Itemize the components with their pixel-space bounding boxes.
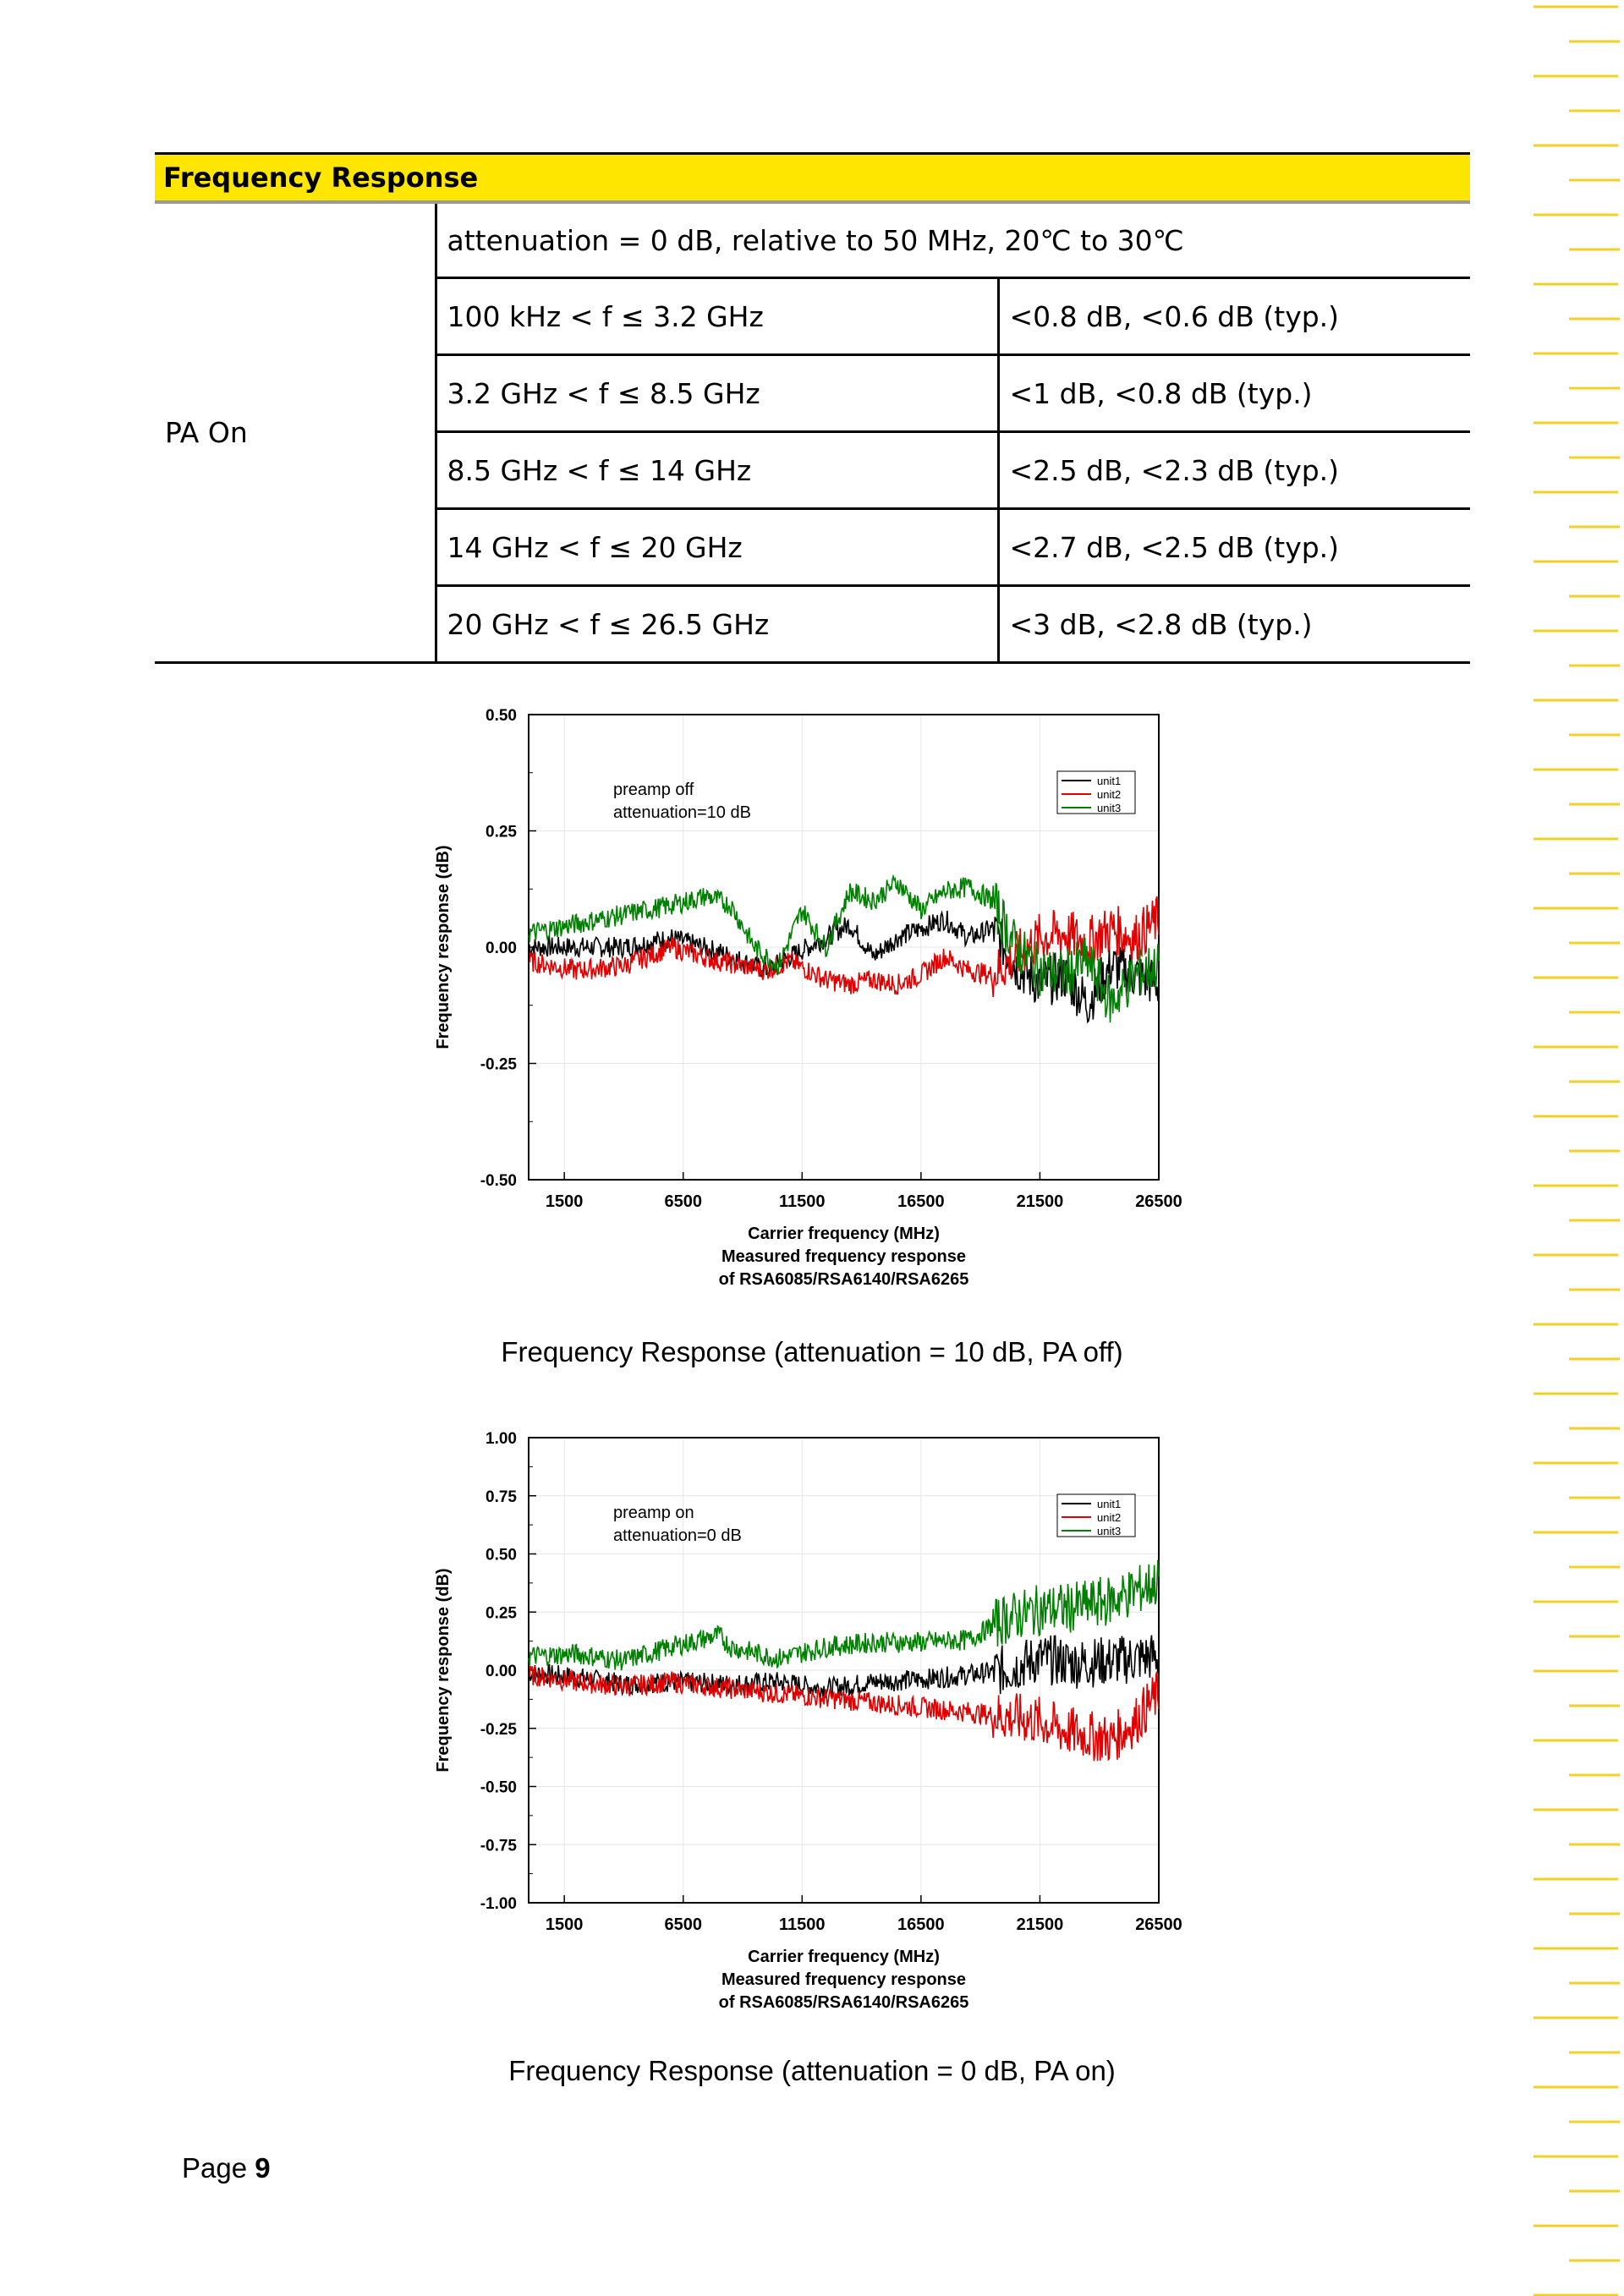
y-tick-label: -0.75 (480, 1837, 517, 1855)
x-tick-label: 11500 (779, 1192, 826, 1211)
legend-label: unit2 (1097, 1511, 1122, 1524)
x-tick-label: 26500 (1135, 1915, 1182, 1934)
spec-value-cell: <3 dB, <2.8 dB (typ.) (998, 586, 1470, 663)
y-tick-label: 0.00 (486, 1663, 517, 1680)
chart-caption: Frequency Response (attenuation = 0 dB, PA on) (508, 2055, 1116, 2086)
test-condition: attenuation = 0 dB, relative to 50 MHz, 20℃ to 30℃ (436, 202, 1470, 278)
x-tick-label: 16500 (897, 1192, 945, 1211)
chart-annotation: preamp on (613, 1504, 694, 1522)
frequency-range-cell: 3.2 GHz < f ≤ 8.5 GHz (436, 355, 998, 432)
spec-value-cell: <2.7 dB, <2.5 dB (typ.) (998, 509, 1470, 586)
frequency-response-table (155, 152, 1470, 664)
frequency-range-cell: 8.5 GHz < f ≤ 14 GHz (436, 432, 998, 509)
y-tick-label: 0.00 (486, 940, 517, 957)
decorative-stripe (1527, 0, 1624, 2296)
chart-subtitle: of RSA6085/RSA6140/RSA6265 (718, 1993, 969, 2012)
legend-label: unit3 (1097, 802, 1122, 814)
y-tick-label: -0.25 (480, 1720, 517, 1739)
legend-label: unit1 (1097, 1498, 1122, 1510)
y-tick-label: 0.25 (486, 823, 517, 841)
spec-value-cell: <2.5 dB, <2.3 dB (typ.) (998, 432, 1470, 509)
chart-caption: Frequency Response (attenuation = 10 dB, PA off) (501, 1336, 1123, 1367)
chart-svg (423, 693, 1210, 1302)
y-axis-label: Frequency response (dB) (434, 1568, 453, 1773)
x-tick-label: 21500 (1016, 1915, 1064, 1934)
chart-subtitle: Measured frequency response (721, 1247, 966, 1266)
spec-value-cell: <0.8 dB, <0.6 dB (typ.) (998, 278, 1470, 355)
frequency-range-cell: 14 GHz < f ≤ 20 GHz (436, 509, 998, 586)
x-tick-label: 26500 (1135, 1192, 1182, 1211)
chart-annotation: preamp off (613, 781, 694, 799)
frequency-response-chart-pa-on (423, 1417, 1210, 2025)
page-label: Page (182, 2152, 248, 2184)
chart-annotation: attenuation=10 dB (613, 803, 751, 822)
x-axis-label: Carrier frequency (MHz) (748, 1948, 940, 1966)
y-axis-label: Frequency response (dB) (434, 845, 453, 1049)
chart-subtitle: Measured frequency response (721, 1970, 966, 1989)
x-tick-label: 21500 (1016, 1192, 1064, 1211)
y-tick-label: 0.50 (486, 707, 517, 725)
legend-label: unit1 (1097, 775, 1122, 787)
x-tick-label: 1500 (545, 1915, 584, 1934)
y-tick-label: 0.25 (486, 1604, 517, 1623)
x-tick-label: 6500 (664, 1915, 702, 1934)
chart-annotation: attenuation=0 dB (613, 1526, 742, 1545)
mode-label: PA On (155, 202, 436, 663)
x-tick-label: 11500 (779, 1915, 826, 1934)
y-tick-label: 0.75 (486, 1488, 517, 1506)
y-tick-label: 1.00 (486, 1430, 517, 1448)
chart-subtitle: of RSA6085/RSA6140/RSA6265 (718, 1270, 969, 1289)
frequency-range-cell: 20 GHz < f ≤ 26.5 GHz (436, 586, 998, 663)
y-tick-label: -0.25 (480, 1055, 517, 1074)
y-tick-label: -0.50 (480, 1778, 517, 1797)
x-tick-label: 16500 (897, 1915, 945, 1934)
series-line-unit3 (529, 1560, 1159, 1671)
y-tick-label: -1.00 (480, 1895, 517, 1913)
legend-label: unit2 (1097, 788, 1122, 801)
x-tick-label: 6500 (664, 1192, 702, 1211)
x-axis-label: Carrier frequency (MHz) (748, 1225, 940, 1243)
frequency-response-chart-pa-off (423, 693, 1210, 1302)
legend-label: unit3 (1097, 1525, 1122, 1537)
chart-svg (423, 1417, 1210, 2025)
page-number (182, 2152, 271, 2184)
y-tick-label: 0.50 (486, 1546, 517, 1564)
y-tick-label: -0.50 (480, 1172, 517, 1190)
page-number-value: 9 (255, 2152, 271, 2184)
section-title: Frequency Response (155, 154, 1470, 203)
spec-value-cell: <1 dB, <0.8 dB (typ.) (998, 355, 1470, 432)
x-tick-label: 1500 (545, 1192, 584, 1211)
frequency-range-cell: 100 kHz < f ≤ 3.2 GHz (436, 278, 998, 355)
